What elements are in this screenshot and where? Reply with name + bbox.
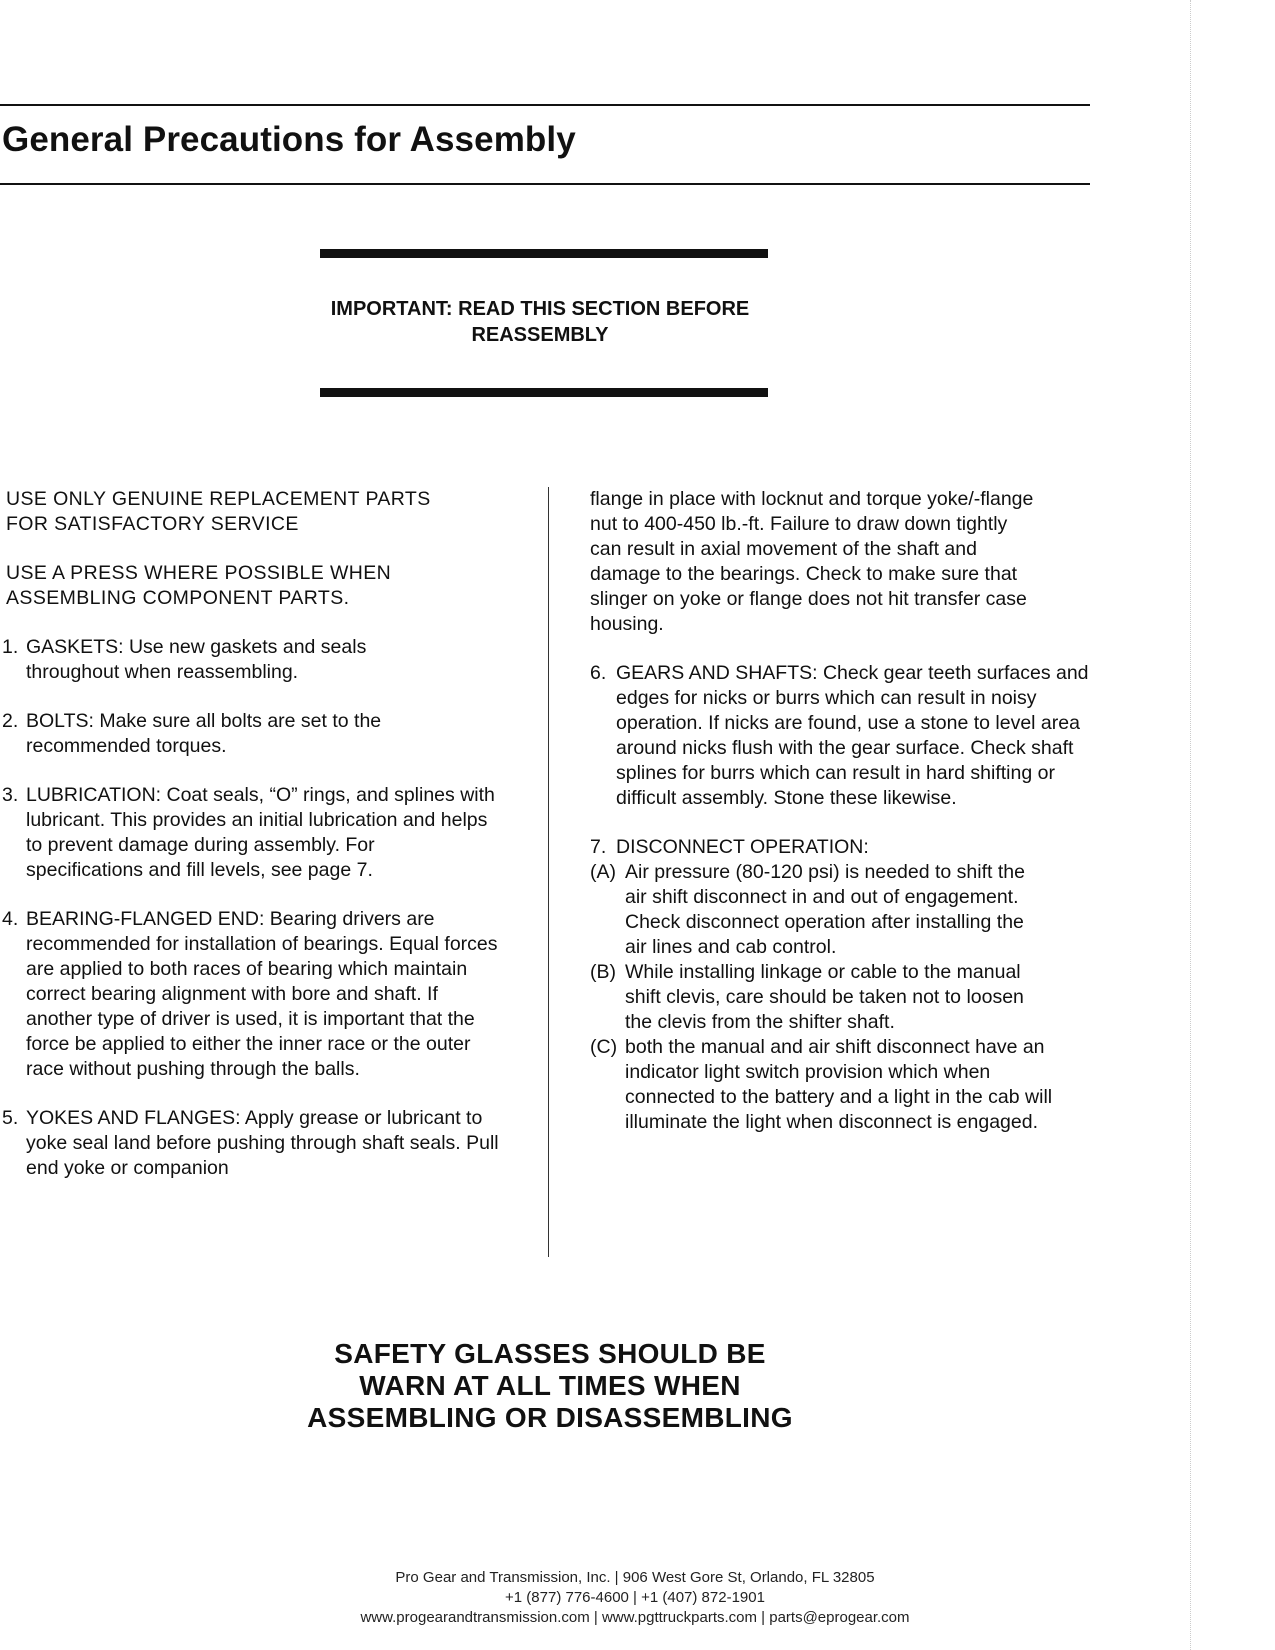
list-item-gaskets [2, 635, 436, 685]
item-5-continuation: flange in place with locknut and torque yoke/-flange nut to 400-450 lb.-ft. Failure to draw down tightly can result in axial movement of the shaft and damage to the bearings. Check to make sure that slinger on yoke or flange does not hit transfer case housing. [590, 488, 1034, 635]
sub-item-label: (C) [590, 1036, 618, 1058]
safety-line-2: WARN AT ALL TIMES WHEN [359, 1370, 741, 1401]
item-text: YOKES AND FLANGES: Apply grease or lubricant to yoke seal land before pushing through shaft seals. Pull end yoke or companion [26, 1107, 499, 1179]
sub-item-text: both the manual and air shift disconnect have an indicator light switch provision which when connected to the battery and a light in the cab will illuminate the light when disconnect is engaged. [625, 1036, 1053, 1133]
left-column [2, 487, 536, 1181]
safety-line-3: ASSEMBLING OR DISASSEMBLING [307, 1402, 793, 1433]
item-number: 6. [590, 662, 607, 684]
title-bottom-rule [0, 183, 1090, 185]
item-number: 1. [2, 636, 19, 658]
company-footer [250, 1568, 1020, 1628]
item-number: 3. [2, 784, 19, 806]
sub-item-label: (A) [590, 861, 616, 883]
page-title: General Precautions for Assembly [2, 120, 576, 159]
important-bottom-bar [320, 388, 768, 397]
item-number: 4. [2, 908, 19, 930]
intro-genuine-parts: USE ONLY GENUINE REPLACEMENT PARTS FOR SATISFACTORY SERVICE [6, 488, 431, 535]
item-number: 7. [590, 836, 607, 858]
item-number: 2. [2, 710, 19, 732]
important-top-bar [320, 249, 768, 258]
column-divider [548, 487, 549, 1257]
sub-item-text: Air pressure (80-120 psi) is needed to shift the air shift disconnect in and out of engagement. Check disconnect operation after installing the air lines and cab control. [625, 861, 1025, 958]
scan-edge-artifact [1190, 0, 1192, 1650]
important-notice [300, 296, 780, 348]
title-top-rule [0, 104, 1090, 106]
list-item-yokes-and-flanges [2, 1106, 506, 1181]
item-text: GEARS AND SHAFTS: Check gear teeth surfaces and edges for nicks or burrs which can result in noisy operation. If nicks are found, use a stone to level area around nicks flush with the gear surface. Check shaft splines for burrs which can result in hard shifting or difficult assembly. Stone these likewise. [616, 662, 1089, 809]
sub-item-b [590, 960, 1045, 1035]
footer-web-email: www.progearandtransmission.com | www.pgttruckparts.com | parts@eprogear.com [360, 1609, 910, 1626]
list-item-disconnect-operation [590, 835, 1096, 860]
item-text: LUBRICATION: Coat seals, “O” rings, and splines with lubricant. This provides an initial lubrication and helps to prevent damage during assembly. For specifications and fill levels, see page 7. [26, 784, 495, 881]
sub-item-text: While installing linkage or cable to the manual shift clevis, care should be taken not to loosen the clevis from the shifter shaft. [625, 961, 1024, 1033]
intro-use-press: USE A PRESS WHERE POSSIBLE WHEN ASSEMBLING COMPONENT PARTS. [6, 562, 392, 609]
safety-warning [250, 1338, 850, 1434]
list-item-gears-and-shafts [590, 661, 1096, 811]
important-line-2: REASSEMBLY [471, 324, 609, 346]
list-item-bearing-flanged-end [2, 907, 506, 1082]
sub-item-c [590, 1035, 1075, 1135]
list-item-bolts [2, 709, 456, 759]
list-item-lubrication [2, 783, 496, 883]
item-number: 5. [2, 1107, 19, 1129]
item-text: DISCONNECT OPERATION: [616, 836, 869, 858]
sub-item-a [590, 860, 1045, 960]
item-text: BOLTS: Make sure all bolts are set to the recommended torques. [26, 710, 382, 757]
item-text: GASKETS: Use new gaskets and seals throughout when reassembling. [26, 636, 367, 683]
right-column [590, 487, 1090, 1135]
sub-item-label: (B) [590, 961, 616, 983]
footer-phone: +1 (877) 776-4600 | +1 (407) 872-1901 [505, 1589, 765, 1606]
item-text: BEARING-FLANGED END: Bearing drivers are recommended for installation of bearings. Equal forces are applied to both races of bearing which maintain correct bearing alignment with bore and shaft. If another type of driver is used, it is important that the force be applied to either the inner race or the outer race without pushing through the balls. [26, 908, 498, 1080]
safety-line-1: SAFETY GLASSES SHOULD BE [334, 1338, 766, 1369]
footer-address: Pro Gear and Transmission, Inc. | 906 West Gore St, Orlando, FL 32805 [395, 1569, 875, 1586]
important-line-1: IMPORTANT: READ THIS SECTION BEFORE [330, 298, 750, 320]
